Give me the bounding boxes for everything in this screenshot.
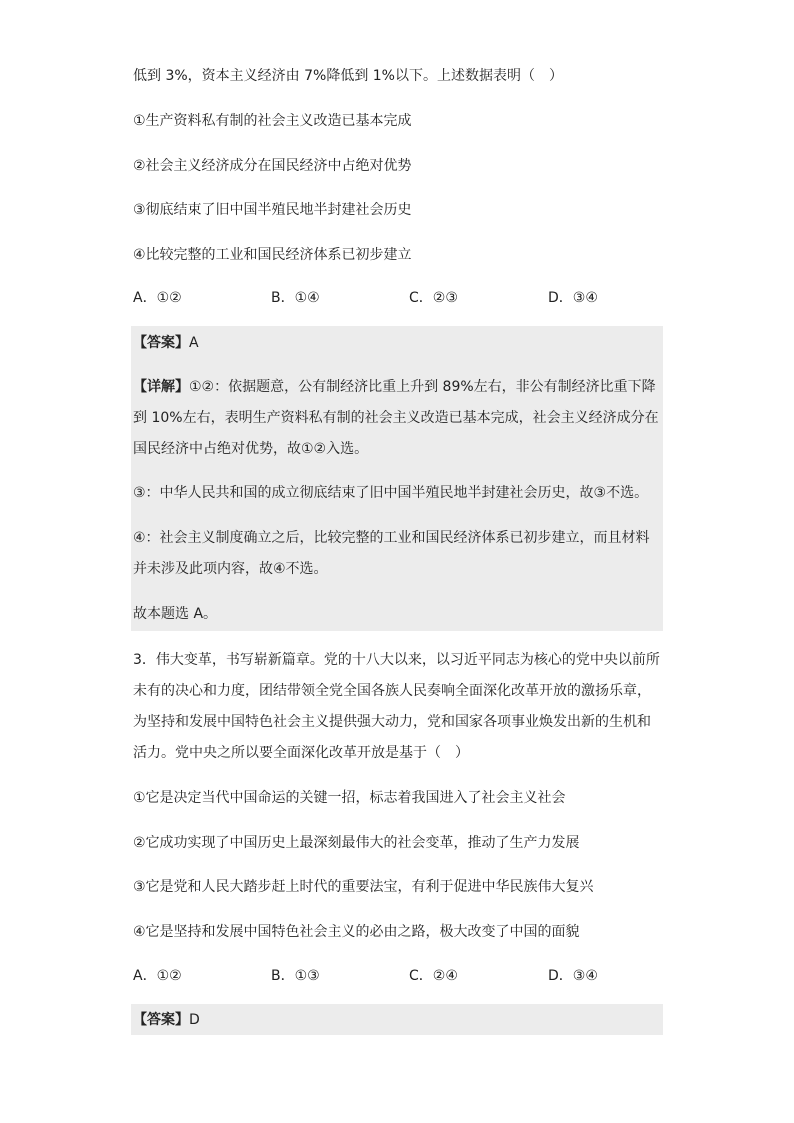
q2-answer-value: A xyxy=(189,335,199,351)
question-3-stem: 3．伟大变革，书写崭新篇章。党的十八大以来，以习近平同志为核心的党中央以前所未有的决心和力度，团结带领全党全国各族人民奏响全面深化改革开放的激扬乐章，为坚持和发展中国特色社会主义提供强大动力，党和国家各项事业焕发出新的生机和活力。党中央之所以要全面深化改革开放是基于（ ） xyxy=(133,652,660,761)
q2-item-4: ④比较完整的工业和国民经济体系已初步建立 xyxy=(133,247,412,263)
q2-detail-1 xyxy=(133,372,663,465)
q3-option-d: D．③④ xyxy=(548,968,598,984)
q3-option-c: C．②④ xyxy=(409,968,458,984)
q2-option-a: A．①② xyxy=(133,290,182,306)
q2-item-1: ①生产资料私有制的社会主义改造已基本完成 xyxy=(133,113,412,129)
question-2-stem-tail: 低到 3%，资本主义经济由 7%降低到 1%以下。上述数据表明（ ） xyxy=(133,68,563,84)
q2-detail-3: ④：社会主义制度确立之后，比较完整的工业和国民经济体系已初步建立，而且材料并未涉及此项内容，故④不选。 xyxy=(133,530,650,577)
q2-detail-1-text: ①②：依据题意，公有制经济比重上升到 89%左右，非公有制经济比重下降到 10%左右，表明生产资料私有制的社会主义改造已基本完成，社会主义经济成分在国民经济中占绝对优势，故①②入选。 xyxy=(133,379,659,457)
q3-option-a: A．①② xyxy=(133,968,182,984)
q2-item-2: ②社会主义经济成分在国民经济中占绝对优势 xyxy=(133,158,412,174)
q2-option-d: D．③④ xyxy=(548,290,598,306)
q2-answer xyxy=(133,333,673,353)
q3-answer-value: D xyxy=(189,1012,200,1028)
q2-option-b: B．①④ xyxy=(271,290,320,306)
q3-option-b: B．①③ xyxy=(271,968,320,984)
q3-item-2: ②它成功实现了中国历史上最深刻最伟大的社会变革，推动了生产力发展 xyxy=(133,835,580,851)
q2-conclusion: 故本题选 A。 xyxy=(133,606,218,622)
q3-item-3: ③它是党和人民大踏步赶上时代的重要法宝，有利于促进中华民族伟大复兴 xyxy=(133,879,594,895)
q3-item-4: ④它是坚持和发展中国特色社会主义的必由之路，极大改变了中国的面貌 xyxy=(133,924,580,940)
q2-options xyxy=(133,288,673,308)
q3-answer-label: 【答案】 xyxy=(133,1012,189,1028)
q3-options xyxy=(133,966,673,986)
q3-answer xyxy=(133,1010,673,1030)
q2-answer-label: 【答案】 xyxy=(133,335,189,351)
q2-option-c: C．②③ xyxy=(409,290,458,306)
q2-detail-label: 【详解】 xyxy=(133,379,189,395)
q2-item-3: ③彻底结束了旧中国半殖民地半封建社会历史 xyxy=(133,202,412,218)
q2-detail-2: ③：中华人民共和国的成立彻底结束了旧中国半殖民地半封建社会历史，故③不选。 xyxy=(133,485,649,501)
q3-item-1: ①它是决定当代中国命运的关键一招，标志着我国进入了社会主义社会 xyxy=(133,790,566,806)
